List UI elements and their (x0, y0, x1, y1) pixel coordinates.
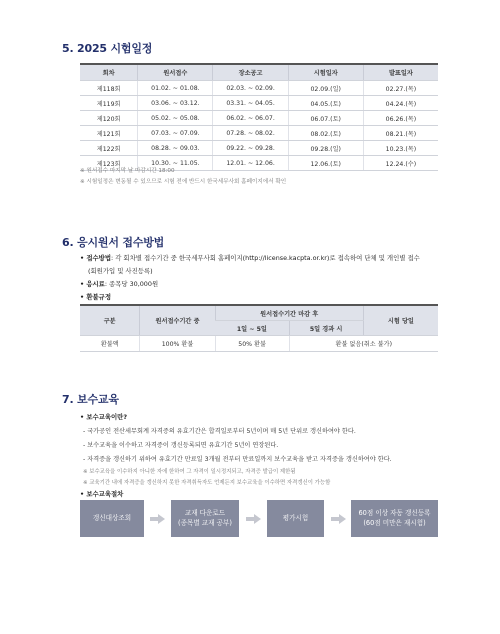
table-cell: 12.06.(토) (288, 156, 363, 171)
table-cell: 04.24.(목) (363, 96, 438, 111)
table-cell: 08.02.(토) (288, 126, 363, 141)
step-box-exam (267, 500, 324, 537)
step-box-download (171, 500, 239, 537)
table-row (80, 336, 438, 352)
note: ※ 시험일정은 변동될 수 있으므로 시험 전에 반드시 한국세무사회 홈페이지에서 확인 (80, 179, 287, 185)
table-row (80, 81, 438, 96)
table-cell: 04.05.(토) (288, 96, 363, 111)
method-text2: (회원가입 및 사진등록) (88, 267, 153, 275)
col-header: 시험일자 (288, 64, 363, 81)
refund-item: • 환불규정 (80, 293, 112, 301)
table-cell: 02.27.(목) (363, 81, 438, 96)
table-row (80, 111, 438, 126)
refund-col-header: 시험 당일 (363, 305, 438, 336)
table-cell: 12.24.(수) (363, 156, 438, 171)
table-cell: 06.07.(토) (288, 111, 363, 126)
description-line: - 보수교육을 이수하고 자격증이 갱신등록되면 유효기간 5년이 연장된다. (83, 442, 279, 449)
table-cell: 환불 없음(취소 불가) (289, 336, 438, 352)
procedure-label: 보수교육절차 (86, 490, 124, 498)
col-header: 장소공고 (213, 64, 288, 81)
step-label: 평가시험 (282, 513, 309, 522)
col-header: 원서접수 (138, 64, 213, 81)
table-cell: 제121회 (80, 126, 138, 141)
table-cell: 08.28. ~ 09.03. (138, 141, 213, 156)
table-row (80, 96, 438, 111)
exam-schedule-table (80, 63, 438, 171)
what-item: • 보수교육이란? (80, 413, 128, 421)
arrow-right-icon (158, 514, 165, 524)
section7-title: 7. 보수교육 (62, 393, 119, 406)
step-label: 갱신대상조회 (92, 513, 132, 522)
description-line: - 자격증을 갱신하기 위하여 유효기간 만료일 3개월 전부터 만료일까지 보수교육을 받고 자격증을 갱신하여야 한다. (83, 456, 392, 463)
table-cell: 제119회 (80, 96, 138, 111)
col-header: 회차 (80, 64, 138, 81)
table-cell: 09.28.(일) (288, 141, 363, 156)
table-row (80, 141, 438, 156)
refund-sub-header: 5일 경과 시 (289, 321, 363, 336)
table-cell: 08.21.(목) (363, 126, 438, 141)
step-label: 교재 다운로드 (184, 509, 226, 518)
step-box-lookup (80, 500, 144, 537)
arrow-right-icon (254, 514, 261, 524)
refund-sub-header: 1일 ~ 5일 (215, 321, 289, 336)
table-cell: 01.02. ~ 01.08. (138, 81, 213, 96)
table-cell: 07.03. ~ 07.09. (138, 126, 213, 141)
col-header: 발표일자 (363, 64, 438, 81)
table-cell: 03.06. ~ 03.12. (138, 96, 213, 111)
section6-title: 6. 응시원서 접수방법 (62, 236, 165, 249)
table-cell: 06.02. ~ 06.07. (213, 111, 288, 126)
subnote: ※ 보수교육을 이수하지 아니한 자에 한하여 그 자격이 일시정지되고, 자격증 발급이 제한됨 (83, 469, 296, 475)
step-label: (종목별 교재 공부) (178, 518, 232, 527)
method-label: 접수방법 (86, 254, 112, 262)
table-cell: 02.03. ~ 02.09. (213, 81, 288, 96)
procedure-item: • 보수교육절차 (80, 490, 124, 498)
table-cell: 제122회 (80, 141, 138, 156)
table-cell: 05.02. ~ 05.08. (138, 111, 213, 126)
table-cell: 09.22. ~ 09.28. (213, 141, 288, 156)
table-cell: 06.26.(목) (363, 111, 438, 126)
fee-text: : 종목당 30,000원 (104, 280, 159, 288)
table-cell: 03.31. ~ 04.05. (213, 96, 288, 111)
table-cell: 02.09.(일) (288, 81, 363, 96)
table-cell: 100% 환불 (140, 336, 215, 352)
table-header-row (80, 64, 438, 81)
subnote: ※ 교육기간 내에 자격증을 갱신하지 못한 자격취득자도 언제든지 보수교육을 이수하면 자격갱신이 가능함 (83, 480, 331, 486)
refund-group-header: 원서접수기간 마감 후 (215, 305, 363, 321)
section5-title: 5. 2025 시험일정 (62, 42, 153, 55)
what-label: 보수교육이란? (86, 413, 128, 421)
step-label: (60점 미만은 재시험) (363, 518, 426, 527)
fee-item: • 응시료: 종목당 30,000원 (80, 280, 159, 288)
description-line: - 국가공인 전산세무회계 자격증의 유효기간은 합격일로부터 5년이며 매 5년 단위로 갱신하여야 한다. (83, 428, 356, 435)
method-item: • 접수방법: 각 회차별 접수기간 중 한국세무사회 홈페이지(http://license.kacpta.or.kr)로 접속하여 단체 및 개인별 접수 (80, 254, 420, 262)
note: ※ 원서접수 마지막 날 마감시간 18:00 (80, 168, 175, 174)
fee-label: 응시료 (86, 280, 105, 288)
method-text: : 각 회차별 접수기간 중 한국세무사회 홈페이지(http://license.kacpta.or.kr)로 접속하여 단체 및 개인별 접수 (111, 254, 420, 262)
table-cell: 제120회 (80, 111, 138, 126)
table-cell: 12.01. ~ 12.06. (213, 156, 288, 171)
step-label: 60점 이상 자동 갱신등록 (358, 509, 431, 518)
step-box-renewal (351, 500, 438, 537)
refund-label: 환불규정 (86, 293, 112, 301)
table-cell: 환불액 (80, 336, 140, 352)
refund-col-header: 구분 (80, 305, 140, 336)
table-cell: 50% 환불 (215, 336, 289, 352)
table-cell: 10.23.(목) (363, 141, 438, 156)
refund-col-header: 원서접수기간 중 (140, 305, 215, 336)
table-cell: 제123회 (80, 156, 138, 171)
table-cell: 10.30. ~ 11.05. (138, 156, 213, 171)
table-cell: 07.28. ~ 08.02. (213, 126, 288, 141)
table-cell: 제118회 (80, 81, 138, 96)
arrow-right-icon (339, 514, 346, 524)
table-row (80, 126, 438, 141)
refund-table (80, 304, 438, 352)
